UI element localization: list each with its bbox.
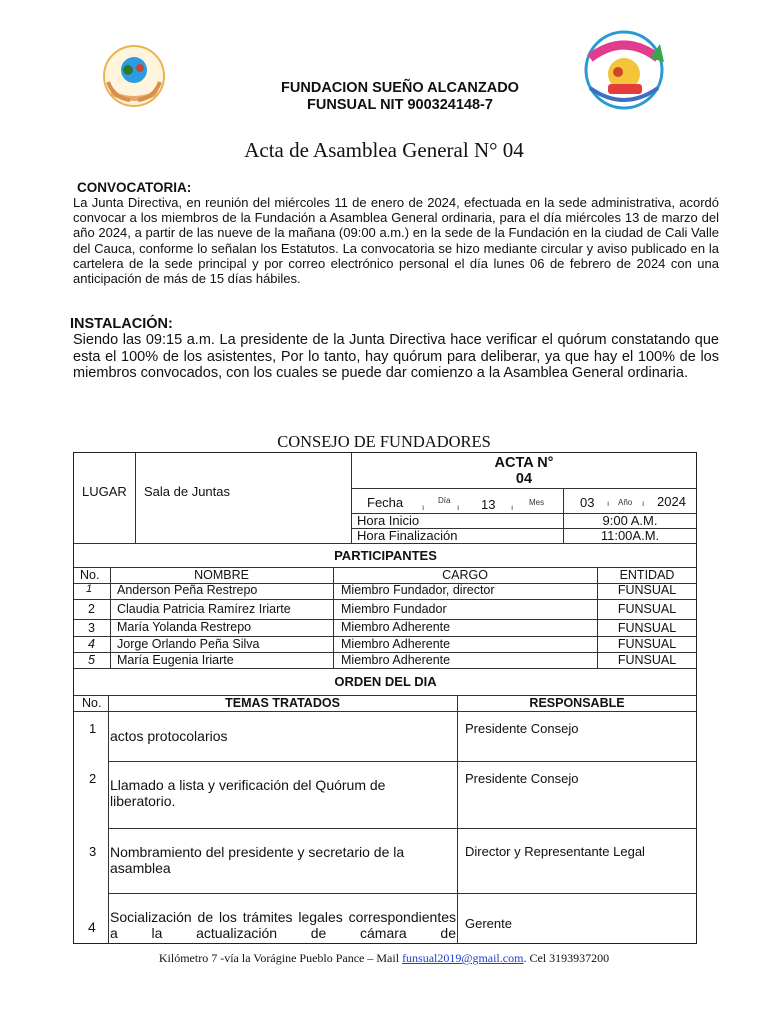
agenda-tema: Socialización de los trámites legales correspondientes a la actualización de cámara de <box>110 910 456 941</box>
hora-fin-value: 11:00A.M. <box>600 528 660 543</box>
agenda-responsable: Director y Representante Legal <box>465 844 645 859</box>
dia-label: Día <box>438 496 451 505</box>
anio-value: 2024 <box>657 494 686 509</box>
mes-label: Mes <box>529 498 545 507</box>
convocatoria-heading: CONVOCATORIA: <box>77 180 192 195</box>
participants-heading: PARTICIPANTES <box>334 548 437 563</box>
footer <box>0 951 768 966</box>
title-prefix: Acta de Asamblea General N° <box>244 138 503 162</box>
agenda-tema: Nombramiento del presidente y secretario de la asamblea <box>110 844 405 876</box>
acta-label: ACTA N° <box>494 455 554 471</box>
instalacion-text: Siendo las 09:15 a.m. La presidente de la Junta Directiva hace verificar el quórum constatando que esta el 100% de los asistentes, Por lo tanto, hay quórum para deliberar, ya que hay el 100% de los miembros convocados, con los cuales se puede dar comienzo a la Asamblea General ordinaria. <box>73 332 719 381</box>
footer-email-link[interactable]: funsual2019@gmail.com <box>402 951 524 965</box>
participant-no: 5 <box>88 653 95 667</box>
col-entidad: ENTIDAD <box>619 568 675 582</box>
participant-name: María Yolanda Restrepo <box>117 620 252 634</box>
col-no: No. <box>80 568 100 582</box>
agenda-responsable: Gerente <box>465 916 512 931</box>
agenda-col-responsable: RESPONSABLE <box>529 696 625 710</box>
lugar-label: LUGAR <box>82 484 127 499</box>
participant-entidad: FUNSUAL <box>617 621 677 635</box>
footer-address: Kilómetro 7 -vía la Vorágine Pueblo Pance – Mail <box>158 951 403 965</box>
separator-3: ı <box>511 503 514 512</box>
participant-cargo: Miembro Fundador, director <box>341 583 495 597</box>
hora-inicio-label: Hora Inicio <box>357 513 420 528</box>
dia-value: 13 <box>481 497 496 512</box>
title-number: 04 <box>502 138 524 162</box>
separator-2: ı <box>457 503 460 512</box>
participant-cargo: Miembro Adherente <box>341 620 451 634</box>
participant-name: María Eugenia Iriarte <box>117 653 234 667</box>
participant-entidad: FUNSUAL <box>617 583 677 597</box>
meeting-table <box>73 452 697 944</box>
participant-cargo: Miembro Adherente <box>341 653 451 667</box>
agenda-col-no: No. <box>82 696 102 710</box>
org-header <box>250 80 550 114</box>
participant-no: 2 <box>88 602 95 616</box>
convocatoria-text: La Junta Directiva, en reunión del miércoles 11 de enero de 2024, efectuada en la sede administrativa, acordó convocar a los miembros de la Fundación a Asamblea General ordinaria, para el día miércoles 13 de marzo del año 2024, a partir de las nueve de la mañana (09:00 a.m.) en la sede de la Fundación en la ciudad de Cali Valle del Cauca, conforme lo señalan los Estatutos. La convocatoria se hizo mediante circular y aviso publicado en la cartelera de la sede principal y por correo electrónico personal el día lunes 06 de febrero de 2024 con una anticipación de más de 15 días hábiles. <box>73 195 719 287</box>
participant-cargo: Miembro Fundador <box>341 602 447 616</box>
participant-name: Anderson Peña Restrepo <box>117 583 258 597</box>
agenda-tema: actos protocolarios <box>110 728 228 744</box>
col-nombre: NOMBRE <box>194 568 249 582</box>
agenda-col-temas: TEMAS TRATADOS <box>225 696 340 710</box>
participant-no: 4 <box>88 637 95 651</box>
fecha-label: Fecha <box>367 495 404 510</box>
agenda-heading: ORDEN DEL DIA <box>334 674 437 689</box>
participant-cargo: Miembro Adherente <box>341 637 451 651</box>
document-title <box>0 138 768 163</box>
acta-number: 04 <box>515 471 533 487</box>
agenda-no: 2 <box>89 771 97 786</box>
anio-label: Año <box>618 498 633 507</box>
org-nit: FUNSUAL NIT 900324148-7 <box>307 97 493 113</box>
footer-phone: . Cel 3193937200 <box>523 951 610 965</box>
instalacion-heading: INSTALACIÓN: <box>70 316 173 332</box>
participant-entidad: FUNSUAL <box>617 653 677 667</box>
participant-name: Claudia Patricia Ramírez Iriarte <box>117 602 291 616</box>
hora-fin-label: Hora Finalización <box>357 528 458 543</box>
agenda-no: 3 <box>89 844 97 859</box>
participant-entidad: FUNSUAL <box>617 602 677 616</box>
org-name: FUNDACION SUEÑO ALCANZADO <box>281 80 519 96</box>
separator-4: ı <box>607 499 610 508</box>
participant-no: 3 <box>88 621 95 635</box>
foundation-logo <box>100 40 168 112</box>
col-cargo: CARGO <box>442 568 488 582</box>
agenda-no: 1 <box>89 721 97 736</box>
separator-5: ı <box>642 499 645 508</box>
agenda-tema: Llamado a lista y verificación del Quórum de liberatorio. <box>110 777 386 809</box>
agenda-responsable: Presidente Consejo <box>465 771 579 786</box>
agenda-responsable: Presidente Consejo <box>465 721 579 736</box>
participant-no: 1 <box>86 583 93 595</box>
educarte-logo <box>560 28 690 112</box>
agenda-no: 4 <box>88 919 96 935</box>
participant-entidad: FUNSUAL <box>617 637 677 651</box>
participant-name: Jorge Orlando Peña Silva <box>117 637 260 651</box>
lugar-value: Sala de Juntas <box>144 484 231 499</box>
hora-inicio-value: 9:00 A.M. <box>602 513 658 528</box>
separator-1: ı <box>422 503 425 512</box>
council-title: CONSEJO DE FUNDADORES <box>277 432 491 451</box>
mes-value: 03 <box>580 495 595 510</box>
